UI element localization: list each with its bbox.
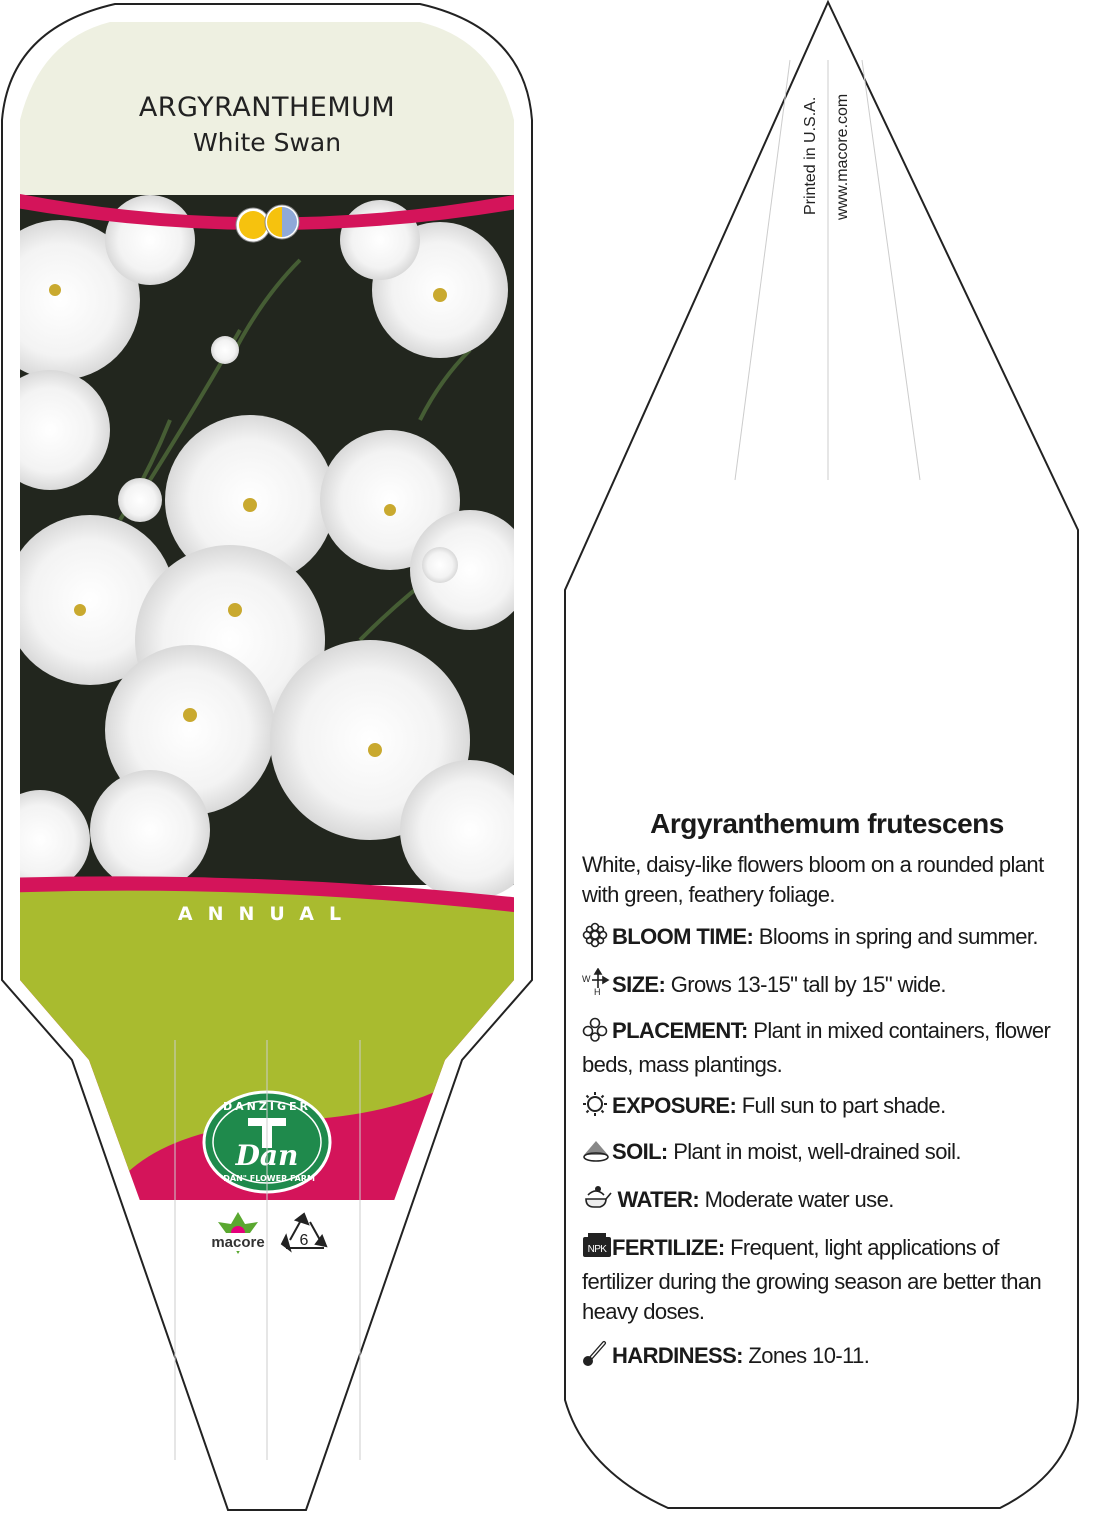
size-arrows-icon <box>582 968 612 1004</box>
watering-can-icon <box>582 1183 612 1219</box>
placement-flowers-icon <box>582 1016 612 1050</box>
detail-fertilize <box>582 1231 1072 1327</box>
svg-text:W: W <box>582 973 590 984</box>
detail-label: EXPOSURE: <box>612 1093 737 1119</box>
soil-icon <box>582 1137 612 1171</box>
detail-label: FERTILIZE: <box>612 1235 725 1261</box>
macore-text: macore <box>211 1234 265 1251</box>
detail-bloom-time <box>582 922 1072 956</box>
plant-description: White, daisy-like flowers bloom on a rounded plant with green, feathery foliage. <box>582 852 1044 907</box>
thermometer-icon <box>582 1339 612 1375</box>
detail-label: WATER: <box>617 1187 700 1213</box>
plant-care-panel <box>582 808 1072 1387</box>
detail-text: Plant in mixed containers, flower beds, mass plantings. <box>582 1017 1051 1077</box>
detail-placement <box>582 1016 1072 1080</box>
detail-text: Zones 10-11. <box>748 1342 870 1368</box>
detail-size <box>582 968 1072 1004</box>
npk-icon <box>582 1231 612 1267</box>
svg-text:H: H <box>594 986 600 996</box>
website-label: www.macore.com <box>834 93 851 220</box>
sun-icon <box>582 1091 612 1125</box>
detail-label: SOIL: <box>612 1139 668 1165</box>
detail-exposure <box>582 1091 1072 1125</box>
plant-variety-name: White Swan <box>192 128 342 157</box>
detail-label: SIZE: <box>612 971 666 997</box>
detail-text: Blooms in spring and summer. <box>758 923 1038 949</box>
detail-text: Plant in moist, well-drained soil. <box>673 1139 961 1165</box>
detail-text: Moderate water use. <box>704 1187 894 1213</box>
printed-in-label: Printed in U.S.A. <box>802 96 819 215</box>
danziger-bottom-text: "DAN" FLOWER FARM <box>219 1174 315 1183</box>
danziger-script-text: Dan <box>235 1139 299 1172</box>
detail-text: Grows 13-15" tall by 15" wide. <box>670 971 946 997</box>
plant-category-label: ANNUAL <box>177 903 357 925</box>
svg-text:NPK: NPK <box>587 1244 607 1256</box>
danziger-top-text: DANZIGER <box>223 1100 311 1113</box>
botanical-name: Argyranthemum frutescens <box>650 808 1004 839</box>
detail-label: HARDINESS: <box>612 1342 743 1368</box>
detail-water <box>582 1183 1072 1219</box>
detail-hardiness <box>582 1339 1072 1375</box>
plant-genus-title: ARGYRANTHEMUM <box>138 92 396 123</box>
detail-text: Frequent, light applications of fertilizer during the growing season are better than heavy doses. <box>582 1235 1042 1324</box>
recycle-number: 6 <box>299 1232 309 1249</box>
detail-label: PLACEMENT: <box>612 1017 748 1043</box>
detail-label: BLOOM TIME: <box>612 923 754 949</box>
flower-icon <box>582 922 612 956</box>
detail-soil <box>582 1137 1072 1171</box>
detail-text: Full sun to part shade. <box>741 1093 946 1119</box>
